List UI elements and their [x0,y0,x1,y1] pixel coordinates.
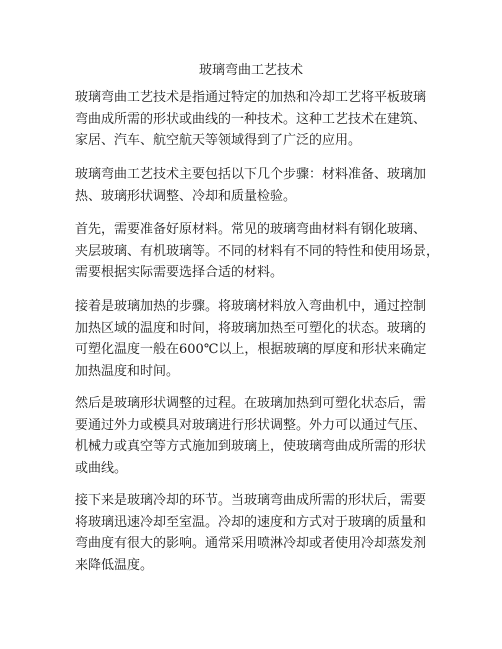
paragraph-line: 夹层玻璃、有机玻璃等。不同的材料有不同的特性和使用场景， [75,243,440,259]
paragraph-shape-adjustment [75,393,435,479]
paragraph-line: 玻璃弯曲工艺技术主要包括以下几个步骤：材料准备、玻璃加 [75,167,427,182]
paragraph-line: 玻璃弯曲工艺技术是指通过特定的加热和冷却工艺将平板玻璃 [75,90,427,105]
paragraph-line: 接下来是玻璃冷却的环节。当玻璃弯曲成所需的形状后，需要 [75,493,427,508]
paragraph-line: 需要根据实际需要选择合适的材料。 [75,265,284,280]
paragraph-material-preparation [75,219,440,284]
paragraph-line: 或曲线。 [75,460,128,476]
paragraph-line: 热、玻璃形状调整、冷却和质量检验。 [75,188,297,204]
paragraph-intro [75,87,435,152]
paragraph-steps-overview [75,164,435,207]
paragraph-line: 家居、汽车、航空航天等领域得到了广泛的应用。 [75,133,362,148]
paragraph-line: 机械力或真空等方式施加到玻璃上，使玻璃弯曲成所需的形状 [75,439,427,454]
paragraph-line: 弯曲成所需的形状或曲线的一种技术。这种工艺技术在建筑、 [75,111,427,127]
paragraph-line: 然后是玻璃形状调整的过程。在玻璃加热到可塑化状态后，需 [75,396,427,411]
paragraph-line: 将玻璃迅速冷却至室温。冷却的速度和方式对于玻璃的质量和 [75,514,427,530]
paragraph-glass-cooling [75,490,435,576]
paragraph-line: 加热温度和时间。 [75,363,180,379]
paragraph-line: 首先，需要准备好原材料。常见的玻璃弯曲材料有钢化玻璃、 [75,222,427,237]
paragraph-glass-heating [75,296,435,382]
paragraph-line: 加热区域的温度和时间，将玻璃加热至可塑化的状态。玻璃的 [75,320,427,336]
paragraph-line: 要通过外力或模具对玻璃进行形状调整。外力可以通过气压、 [75,417,427,433]
paragraph-line: 弯曲度有很大的影响。通常采用喷淋冷却或者使用冷却蒸发剂 [75,536,427,551]
document-title: 玻璃弯曲工艺技术 [198,63,303,78]
paragraph-line: 来降低温度。 [75,557,154,573]
paragraph-line: 可塑化温度一般在600℃以上，根据玻璃的厚度和形状来确定 [75,342,427,357]
paragraph-line: 接着是玻璃加热的步骤。将玻璃材料放入弯曲机中，通过控制 [75,299,427,314]
